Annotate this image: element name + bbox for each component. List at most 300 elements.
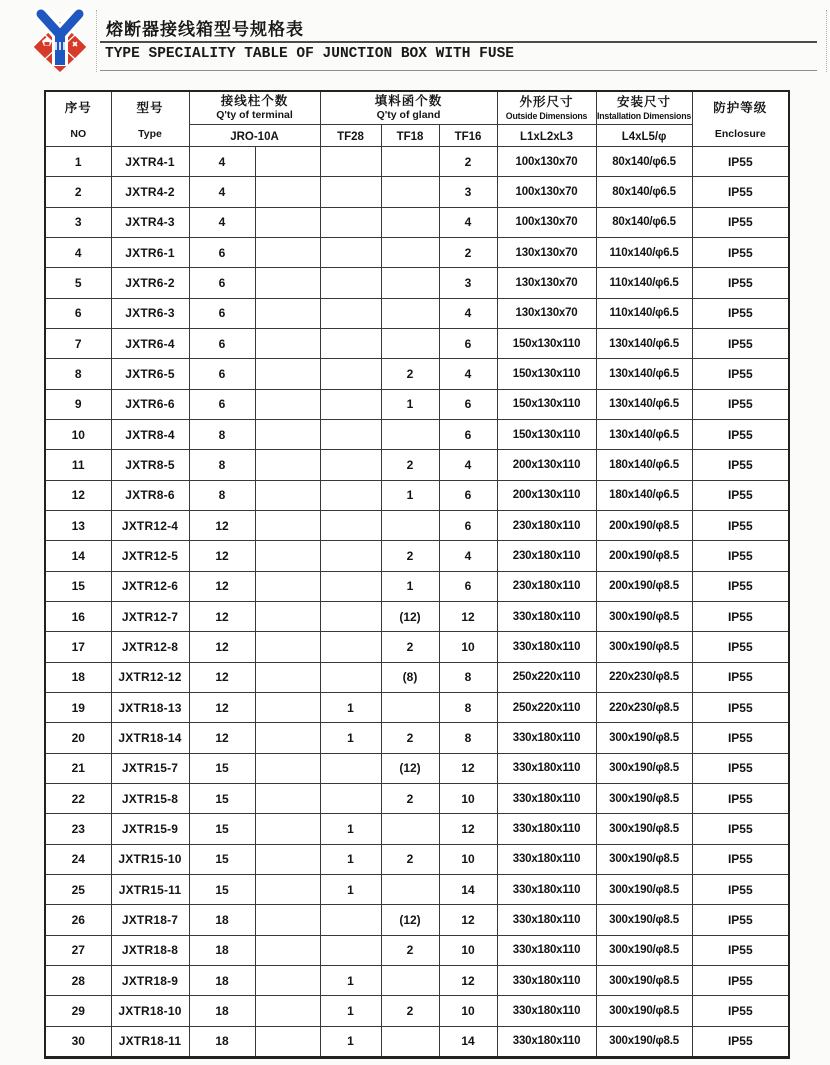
cell-tf18: 1 xyxy=(381,389,439,419)
col-header-outside-zh: 外形尺寸 xyxy=(519,94,574,109)
cell-outside: 100x130x70 xyxy=(497,207,596,237)
col-header-tf28 xyxy=(320,125,381,147)
brand-logo-icon xyxy=(28,8,92,74)
cell-tf18 xyxy=(381,419,439,449)
table-row xyxy=(45,965,789,995)
cell-no: 24 xyxy=(45,844,111,874)
cell-jro_a: 4 xyxy=(189,147,255,177)
cell-jro_a: 18 xyxy=(189,905,255,935)
cell-install: 130x140/φ6.5 xyxy=(596,359,692,389)
cell-outside: 100x130x70 xyxy=(497,147,596,177)
table-row xyxy=(45,177,789,207)
cell-no: 22 xyxy=(45,783,111,813)
cell-tf28 xyxy=(320,207,381,237)
cell-tf16: 6 xyxy=(439,328,497,358)
cell-outside: 150x130x110 xyxy=(497,389,596,419)
cell-tf18: 1 xyxy=(381,571,439,601)
cell-outside: 150x130x110 xyxy=(497,419,596,449)
table-row xyxy=(45,905,789,935)
cell-type: JXTR12-5 xyxy=(111,541,189,571)
cell-outside: 330x180x110 xyxy=(497,874,596,904)
cell-enclosure: IP55 xyxy=(692,298,789,328)
cell-enclosure: IP55 xyxy=(692,510,789,540)
cell-outside: 330x180x110 xyxy=(497,844,596,874)
cell-tf18: (12) xyxy=(381,905,439,935)
cell-install: 300x190/φ8.5 xyxy=(596,723,692,753)
table-row xyxy=(45,359,789,389)
cell-jro_a: 12 xyxy=(189,601,255,631)
cell-tf28 xyxy=(320,601,381,631)
cell-enclosure: IP55 xyxy=(692,814,789,844)
table-row xyxy=(45,510,789,540)
cell-tf16: 10 xyxy=(439,844,497,874)
cell-tf18 xyxy=(381,298,439,328)
cell-no: 21 xyxy=(45,753,111,783)
cell-tf28: 1 xyxy=(320,874,381,904)
cell-install: 130x140/φ6.5 xyxy=(596,389,692,419)
cell-tf18: (12) xyxy=(381,753,439,783)
cell-type: JXTR6-4 xyxy=(111,328,189,358)
cell-jro_a: 8 xyxy=(189,450,255,480)
cell-install: 300x190/φ8.5 xyxy=(596,753,692,783)
cell-tf18: 2 xyxy=(381,996,439,1026)
cell-install: 180x140/φ6.5 xyxy=(596,480,692,510)
cell-tf28 xyxy=(320,298,381,328)
cell-type: JXTR15-11 xyxy=(111,874,189,904)
cell-enclosure: IP55 xyxy=(692,147,789,177)
cell-tf16: 10 xyxy=(439,996,497,1026)
cell-jro_a: 18 xyxy=(189,935,255,965)
cell-jro_a: 12 xyxy=(189,632,255,662)
cell-install: 80x140/φ6.5 xyxy=(596,207,692,237)
cell-outside: 130x130x70 xyxy=(497,298,596,328)
table-row xyxy=(45,783,789,813)
cell-outside: 130x130x70 xyxy=(497,268,596,298)
table-row xyxy=(45,541,789,571)
cell-tf18 xyxy=(381,237,439,267)
cell-tf16: 2 xyxy=(439,237,497,267)
cell-tf16: 8 xyxy=(439,723,497,753)
cell-install: 300x190/φ8.5 xyxy=(596,783,692,813)
cell-tf16: 12 xyxy=(439,965,497,995)
cell-jro_b xyxy=(255,480,320,510)
cell-outside: 130x130x70 xyxy=(497,237,596,267)
cell-jro_b xyxy=(255,692,320,722)
cell-outside: 230x180x110 xyxy=(497,510,596,540)
cell-install: 80x140/φ6.5 xyxy=(596,177,692,207)
cell-outside: 150x130x110 xyxy=(497,359,596,389)
cell-tf16: 2 xyxy=(439,147,497,177)
cell-install: 220x230/φ8.5 xyxy=(596,692,692,722)
cell-outside: 150x130x110 xyxy=(497,328,596,358)
cell-tf18: 2 xyxy=(381,783,439,813)
cell-no: 2 xyxy=(45,177,111,207)
cell-jro_b xyxy=(255,1026,320,1057)
col-header-gland-en: Q'ty of gland xyxy=(376,109,441,122)
cell-jro_b xyxy=(255,874,320,904)
cell-outside: 100x130x70 xyxy=(497,177,596,207)
cell-no: 10 xyxy=(45,419,111,449)
cell-jro_b xyxy=(255,510,320,540)
cell-jro_a: 6 xyxy=(189,328,255,358)
table-row xyxy=(45,480,789,510)
col-header-install-zh: 安装尺寸 xyxy=(617,94,672,109)
cell-jro_a: 18 xyxy=(189,965,255,995)
col-header-no-en: NO xyxy=(70,128,87,140)
outside-formula-label: L1xL2xL3 xyxy=(520,130,574,143)
cell-jro_b xyxy=(255,723,320,753)
cell-tf18 xyxy=(381,177,439,207)
cell-tf16: 3 xyxy=(439,268,497,298)
cell-tf28 xyxy=(320,783,381,813)
cell-type: JXTR12-12 xyxy=(111,662,189,692)
cell-tf16: 6 xyxy=(439,419,497,449)
col-header-terminal xyxy=(189,91,320,125)
cell-tf16: 4 xyxy=(439,359,497,389)
col-header-type-en: Type xyxy=(138,128,162,140)
cell-jro_b xyxy=(255,601,320,631)
cell-tf18: 2 xyxy=(381,844,439,874)
cell-no: 9 xyxy=(45,389,111,419)
cell-type: JXTR18-7 xyxy=(111,905,189,935)
cell-jro_b xyxy=(255,541,320,571)
cell-jro_b xyxy=(255,632,320,662)
cell-tf16: 6 xyxy=(439,510,497,540)
cell-install: 110x140/φ6.5 xyxy=(596,237,692,267)
cell-no: 1 xyxy=(45,147,111,177)
cell-jro_b xyxy=(255,814,320,844)
cell-type: JXTR8-4 xyxy=(111,419,189,449)
cell-no: 11 xyxy=(45,450,111,480)
cell-install: 200x190/φ8.5 xyxy=(596,510,692,540)
cell-enclosure: IP55 xyxy=(692,207,789,237)
cell-jro_a: 6 xyxy=(189,237,255,267)
cell-type: JXTR12-4 xyxy=(111,510,189,540)
cell-enclosure: IP55 xyxy=(692,844,789,874)
table-row xyxy=(45,692,789,722)
cell-outside: 200x130x110 xyxy=(497,480,596,510)
cell-tf16: 12 xyxy=(439,814,497,844)
cell-enclosure: IP55 xyxy=(692,632,789,662)
table-row xyxy=(45,662,789,692)
tf28-label: TF28 xyxy=(337,130,364,143)
cell-enclosure: IP55 xyxy=(692,935,789,965)
cell-tf16: 14 xyxy=(439,874,497,904)
cell-enclosure: IP55 xyxy=(692,601,789,631)
cell-outside: 330x180x110 xyxy=(497,1026,596,1057)
cell-install: 200x190/φ8.5 xyxy=(596,541,692,571)
cell-tf28 xyxy=(320,237,381,267)
cell-enclosure: IP55 xyxy=(692,753,789,783)
cell-jro_b xyxy=(255,237,320,267)
cell-enclosure: IP55 xyxy=(692,692,789,722)
cell-tf16: 14 xyxy=(439,1026,497,1057)
cell-outside: 330x180x110 xyxy=(497,905,596,935)
cell-jro_a: 6 xyxy=(189,389,255,419)
cell-tf28: 1 xyxy=(320,1026,381,1057)
table-row xyxy=(45,237,789,267)
table-row xyxy=(45,601,789,631)
cell-type: JXTR18-10 xyxy=(111,996,189,1026)
cell-enclosure: IP55 xyxy=(692,1026,789,1057)
cell-enclosure: IP55 xyxy=(692,905,789,935)
col-header-type xyxy=(111,91,189,147)
letterhead-divider xyxy=(96,10,97,72)
cell-jro_b xyxy=(255,571,320,601)
table-row xyxy=(45,207,789,237)
col-header-no xyxy=(45,91,111,147)
cell-type: JXTR12-7 xyxy=(111,601,189,631)
cell-no: 25 xyxy=(45,874,111,904)
cell-outside: 330x180x110 xyxy=(497,935,596,965)
cell-jro_a: 12 xyxy=(189,662,255,692)
cell-outside: 250x220x110 xyxy=(497,692,596,722)
cell-install: 300x190/φ8.5 xyxy=(596,935,692,965)
cell-jro_a: 15 xyxy=(189,814,255,844)
cell-tf18: 2 xyxy=(381,632,439,662)
cell-enclosure: IP55 xyxy=(692,328,789,358)
cell-type: JXTR6-1 xyxy=(111,237,189,267)
table-row xyxy=(45,814,789,844)
cell-outside: 330x180x110 xyxy=(497,783,596,813)
cell-no: 18 xyxy=(45,662,111,692)
cell-tf28 xyxy=(320,419,381,449)
cell-jro_b xyxy=(255,844,320,874)
cell-tf16: 10 xyxy=(439,632,497,662)
cell-jro_b xyxy=(255,419,320,449)
cell-no: 29 xyxy=(45,996,111,1026)
cell-install: 300x190/φ8.5 xyxy=(596,844,692,874)
cell-jro_a: 18 xyxy=(189,996,255,1026)
cell-tf18 xyxy=(381,814,439,844)
cell-jro_a: 15 xyxy=(189,874,255,904)
table-row xyxy=(45,328,789,358)
cell-jro_b xyxy=(255,298,320,328)
cell-tf18 xyxy=(381,207,439,237)
cell-jro_b xyxy=(255,935,320,965)
cell-jro_a: 6 xyxy=(189,298,255,328)
cell-jro_a: 6 xyxy=(189,268,255,298)
cell-no: 30 xyxy=(45,1026,111,1057)
cell-install: 300x190/φ8.5 xyxy=(596,874,692,904)
cell-outside: 330x180x110 xyxy=(497,723,596,753)
cell-tf18: (8) xyxy=(381,662,439,692)
cell-outside: 250x220x110 xyxy=(497,662,596,692)
cell-no: 15 xyxy=(45,571,111,601)
cell-enclosure: IP55 xyxy=(692,996,789,1026)
cell-jro_a: 12 xyxy=(189,541,255,571)
cell-tf18: 2 xyxy=(381,541,439,571)
cell-outside: 330x180x110 xyxy=(497,753,596,783)
col-header-jro-model xyxy=(189,125,320,147)
cell-no: 12 xyxy=(45,480,111,510)
cell-tf16: 12 xyxy=(439,753,497,783)
cell-type: JXTR6-3 xyxy=(111,298,189,328)
jro-model-label: JRO-10A xyxy=(230,130,279,143)
cell-enclosure: IP55 xyxy=(692,571,789,601)
table-row xyxy=(45,935,789,965)
cell-jro_b xyxy=(255,389,320,419)
cell-type: JXTR6-2 xyxy=(111,268,189,298)
cell-install: 220x230/φ8.5 xyxy=(596,662,692,692)
cell-jro_b xyxy=(255,359,320,389)
cell-no: 14 xyxy=(45,541,111,571)
col-header-tf16 xyxy=(439,125,497,147)
cell-tf28 xyxy=(320,632,381,662)
cell-no: 23 xyxy=(45,814,111,844)
cell-no: 13 xyxy=(45,510,111,540)
cell-tf16: 6 xyxy=(439,389,497,419)
cell-enclosure: IP55 xyxy=(692,541,789,571)
cell-type: JXTR18-13 xyxy=(111,692,189,722)
cell-tf18: 2 xyxy=(381,935,439,965)
cell-tf16: 4 xyxy=(439,450,497,480)
cell-outside: 330x180x110 xyxy=(497,632,596,662)
table-row xyxy=(45,632,789,662)
col-header-enclosure-zh: 防护等级 xyxy=(713,101,768,115)
cell-jro_b xyxy=(255,996,320,1026)
cell-outside: 330x180x110 xyxy=(497,814,596,844)
cell-tf16: 6 xyxy=(439,571,497,601)
cell-enclosure: IP55 xyxy=(692,874,789,904)
col-header-gland xyxy=(320,91,497,125)
table-header xyxy=(45,91,789,147)
col-header-outside xyxy=(497,91,596,125)
cell-enclosure: IP55 xyxy=(692,480,789,510)
table-row xyxy=(45,753,789,783)
cell-tf28 xyxy=(320,541,381,571)
cell-tf16: 4 xyxy=(439,207,497,237)
cell-tf28 xyxy=(320,359,381,389)
cell-no: 20 xyxy=(45,723,111,753)
table-row xyxy=(45,874,789,904)
cell-tf18: 2 xyxy=(381,723,439,753)
cell-install: 110x140/φ6.5 xyxy=(596,298,692,328)
cell-jro_a: 12 xyxy=(189,692,255,722)
cell-install: 300x190/φ8.5 xyxy=(596,905,692,935)
cell-type: JXTR4-1 xyxy=(111,147,189,177)
cell-no: 16 xyxy=(45,601,111,631)
cell-no: 28 xyxy=(45,965,111,995)
cell-install: 130x140/φ6.5 xyxy=(596,328,692,358)
cell-jro_b xyxy=(255,753,320,783)
cell-tf28 xyxy=(320,935,381,965)
col-header-install-formula xyxy=(596,125,692,147)
cell-outside: 230x180x110 xyxy=(497,571,596,601)
cell-type: JXTR4-2 xyxy=(111,177,189,207)
cell-no: 19 xyxy=(45,692,111,722)
cell-tf18 xyxy=(381,965,439,995)
install-formula-label: L4xL5/φ xyxy=(621,130,667,143)
cell-tf16: 4 xyxy=(439,298,497,328)
cell-outside: 330x180x110 xyxy=(497,601,596,631)
cell-jro_a: 4 xyxy=(189,207,255,237)
cell-type: JXTR15-7 xyxy=(111,753,189,783)
cell-tf28: 1 xyxy=(320,996,381,1026)
cell-enclosure: IP55 xyxy=(692,359,789,389)
cell-enclosure: IP55 xyxy=(692,662,789,692)
cell-tf28: 1 xyxy=(320,965,381,995)
cell-jro_b xyxy=(255,177,320,207)
cell-jro_a: 8 xyxy=(189,419,255,449)
cell-type: JXTR18-9 xyxy=(111,965,189,995)
cell-install: 300x190/φ8.5 xyxy=(596,632,692,662)
col-header-terminal-en: Q'ty of terminal xyxy=(216,109,293,122)
table-row xyxy=(45,723,789,753)
cell-tf18: 2 xyxy=(381,450,439,480)
cell-jro_a: 15 xyxy=(189,753,255,783)
cell-jro_b xyxy=(255,328,320,358)
cell-jro_a: 18 xyxy=(189,1026,255,1057)
cell-tf16: 4 xyxy=(439,541,497,571)
cell-tf18: 1 xyxy=(381,480,439,510)
cell-type: JXTR6-5 xyxy=(111,359,189,389)
cell-tf28 xyxy=(320,480,381,510)
cell-type: JXTR15-10 xyxy=(111,844,189,874)
cell-no: 8 xyxy=(45,359,111,389)
cell-install: 300x190/φ8.5 xyxy=(596,965,692,995)
cell-no: 7 xyxy=(45,328,111,358)
cell-type: JXTR18-11 xyxy=(111,1026,189,1057)
cell-type: JXTR15-9 xyxy=(111,814,189,844)
cell-jro_b xyxy=(255,965,320,995)
cell-tf18: 2 xyxy=(381,359,439,389)
table-row xyxy=(45,389,789,419)
cell-enclosure: IP55 xyxy=(692,268,789,298)
cell-type: JXTR12-6 xyxy=(111,571,189,601)
cell-enclosure: IP55 xyxy=(692,723,789,753)
col-header-enclosure xyxy=(692,91,789,147)
col-header-enclosure-en: Enclosure xyxy=(714,128,766,140)
cell-tf28 xyxy=(320,510,381,540)
cell-tf28 xyxy=(320,450,381,480)
table-row xyxy=(45,996,789,1026)
page-title-chinese: 熔断器接线箱型号规格表 xyxy=(106,20,304,39)
cell-tf28: 1 xyxy=(320,814,381,844)
cell-install: 300x190/φ8.5 xyxy=(596,1026,692,1057)
cell-type: JXTR8-6 xyxy=(111,480,189,510)
cell-tf18: (12) xyxy=(381,601,439,631)
cell-install: 300x190/φ8.5 xyxy=(596,996,692,1026)
cell-jro_b xyxy=(255,905,320,935)
cell-tf16: 8 xyxy=(439,692,497,722)
cell-jro_a: 12 xyxy=(189,510,255,540)
title-rule xyxy=(100,41,817,43)
cell-outside: 200x130x110 xyxy=(497,450,596,480)
col-header-outside-formula xyxy=(497,125,596,147)
col-header-install xyxy=(596,91,692,125)
table-row xyxy=(45,844,789,874)
cell-type: JXTR12-8 xyxy=(111,632,189,662)
table-row xyxy=(45,147,789,177)
cell-enclosure: IP55 xyxy=(692,389,789,419)
cell-type: JXTR18-14 xyxy=(111,723,189,753)
cell-tf28 xyxy=(320,147,381,177)
cell-outside: 330x180x110 xyxy=(497,965,596,995)
cell-tf16: 12 xyxy=(439,905,497,935)
cell-jro_a: 15 xyxy=(189,844,255,874)
cell-install: 300x190/φ8.5 xyxy=(596,814,692,844)
cell-jro_b xyxy=(255,268,320,298)
spec-table xyxy=(44,90,790,1059)
page-title-english: TYPE SPECIALITY TABLE OF JUNCTION BOX WITH FUSE xyxy=(105,46,514,62)
cell-no: 4 xyxy=(45,237,111,267)
col-header-no-zh: 序号 xyxy=(64,101,92,115)
cell-install: 130x140/φ6.5 xyxy=(596,419,692,449)
table-row xyxy=(45,571,789,601)
cell-tf28: 1 xyxy=(320,723,381,753)
col-header-terminal-zh: 接线柱个数 xyxy=(220,93,289,108)
